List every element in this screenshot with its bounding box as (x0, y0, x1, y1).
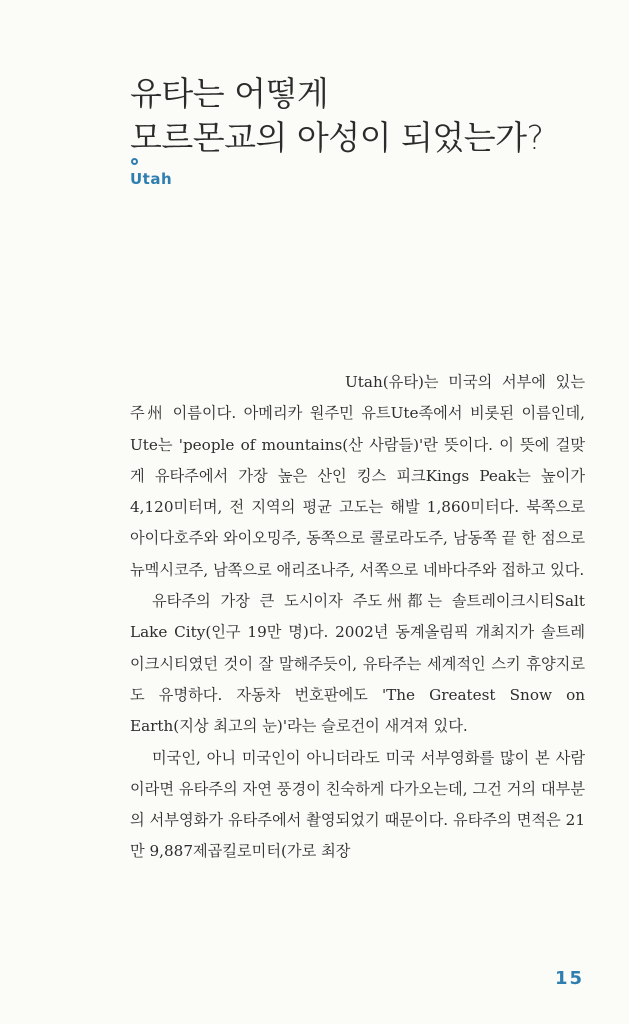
paragraph-3: 미국인, 아니 미국인이 아니더라도 미국 서부영화를 많이 본 사람이라면 유타주의 자연 풍경이 친숙하게 다가오는데, 그건 거의 대부분의 서부영화가 유타주에서 촬영되었기 때문이다. 유타주의 면적은 21만 9,887제곱킬로미터(가로 최장 (130, 748, 585, 861)
chapter-title-line-2: 모르몬교의 아성이 되었는가? (130, 118, 544, 157)
chapter-title (130, 72, 544, 160)
bullet-dot-icon (131, 158, 138, 165)
page-number: 15 (555, 968, 585, 989)
paragraph-1: Utah(유타)는 미국의 서부에 있는 주州 이름이다. 아메리카 원주민 유트Ute족에서 비롯된 이름인데, Ute는 'people of mountains(산 사람들)'란 뜻이다. 이 뜻에 걸맞게 유타주에서 가장 높은 산인 킹스 피크Kings Peak는 높이가 4,120미터며, 전 지역의 평균 고도는 해발 1,860미터다. 북쪽으로 아이다호주와 와이오밍주, 동쪽으로 콜로라도주, 남동쪽 끝 한 점으로 뉴멕시코주, 남쪽으로 애리조나주, 서쪽으로 네바다주와 접하고 있다. (130, 373, 586, 579)
chapter-title-line-1: 유타는 어떻게 (130, 74, 329, 113)
body-text (130, 367, 585, 868)
chapter-subtitle: Utah (130, 170, 173, 188)
paragraph-2: 유타주의 가장 큰 도시이자 주도州都는 솔트레이크시티Salt Lake City(인구 19만 명)다. 2002년 동계올림픽 개최지가 솔트레이크시티였던 것이 잘 말해주듯이, 유타주는 세계적인 스키 휴양지로도 유명하다. 자동차 번호판에도 'The Greatest Snow on Earth(지상 최고의 눈)'라는 슬로건이 새겨져 있다. (130, 592, 585, 736)
